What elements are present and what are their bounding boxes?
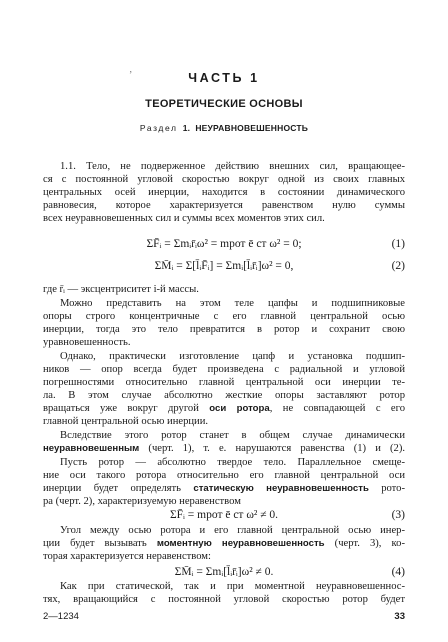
text-line: погрешностями относительно главной центральной оси инерции те-: [43, 377, 405, 388]
equation-2: [43, 259, 405, 273]
text-line: Можно представить на этом теле цапфы и подшипниковые: [60, 298, 405, 309]
equation-number: (3): [391, 509, 405, 521]
text-line: [43, 442, 405, 455]
text-line: 1.1. Тело, не подверженное действию внешних сил, вращающее-: [60, 161, 405, 172]
page-number: 33: [394, 611, 405, 622]
equation-3: [43, 508, 405, 522]
text-line: Пусть ротор — абсолютно твердое тело. Параллельное смеще-: [60, 457, 405, 468]
text-line: торая характеризуется неравенством:: [43, 551, 211, 562]
equation-number: (4): [391, 566, 405, 578]
term-bold: статическую неуравновешенность: [193, 483, 369, 494]
section-heading: [0, 123, 448, 133]
text-line: главной центральной осью инерции.: [43, 416, 209, 427]
term-bold: оси ротора: [209, 403, 270, 414]
equation-body: ΣF̄ᵢ = mрот ē ст ω² ≠ 0.: [169, 509, 279, 521]
equation-number: (2): [391, 260, 405, 272]
section-number: 1.: [182, 123, 191, 133]
text-line: равновесия, которое характеризуется равенством нулю суммы: [43, 200, 405, 211]
equation-1: [43, 237, 405, 251]
text-line: тях, вращающийся с постоянной угловой скоростью ротор будет: [43, 594, 405, 605]
text-line: [43, 402, 405, 415]
text-line: ся с постоянной угловой скоростью вокруг одной из своих главных: [43, 174, 405, 185]
text-line: всех неуравновешенных сил и суммы всех моментов этих сил.: [43, 213, 325, 224]
text-line: уравновешенность.: [43, 337, 131, 348]
text-line: Вследствие этого ротор станет в общем случае динамически: [60, 430, 405, 441]
text-line: ние оси такого ротора относительно его главной центральной оси: [43, 470, 405, 481]
printer-signature: 2—1234: [43, 611, 79, 622]
text-line: центральных осей инерции, находится в состоянии динамического: [43, 187, 405, 198]
equation-body: ΣF̄ᵢ = Σmᵢr̄ᵢω² = mрот ē ст ω² = 0;: [146, 238, 302, 250]
equation-body: ΣM̄ᵢ = Σmᵢ[l̄ᵢr̄ᵢ]ω² ≠ 0.: [174, 566, 274, 578]
text-span: (черт. 3), ко-: [324, 538, 405, 549]
stray-mark: ’: [129, 70, 133, 81]
text-span: рото-: [368, 483, 405, 494]
text-line: [43, 537, 405, 550]
equation-4: [43, 565, 405, 579]
text-line: ра (черт. 2), характеризуемую неравенством: [43, 496, 241, 507]
text-line: [43, 482, 405, 495]
text-span: , не совпадающей с его: [269, 403, 405, 414]
equation-body: ΣM̄ᵢ = Σ[l̄ᵢF̄ᵢ] = Σmᵢ[l̄ᵢr̄ᵢ]ω² = 0,: [154, 260, 294, 272]
text-line: где r̄ᵢ — эксцентриситет i-й массы.: [43, 284, 199, 295]
text-line: инерции, тогда это тело превратится в ротор и сохранит свою: [43, 324, 405, 335]
page-footer: [43, 610, 405, 623]
text-span: инерции будет определять: [43, 483, 194, 494]
text-line: ла. В этом случае абсолютно жесткие опоры заставляют ротор: [43, 390, 405, 401]
text-span: (черт. 1), т. е. нарушаются равенства (1) и (2).: [139, 443, 405, 454]
chapter-heading: ТЕОРЕТИЧЕСКИЕ ОСНОВЫ: [145, 98, 303, 110]
text-line: Как при статической, так и при моментной неуравновешеннос-: [60, 581, 405, 592]
text-line: Угол между осью ротора и его главной центральной осью инер-: [60, 525, 405, 536]
text-span: вращаться уже вокруг другой: [43, 403, 210, 414]
equation-number: (1): [391, 238, 405, 250]
section-label: Раздел: [139, 123, 178, 133]
text-line: Однако, практически изготовление цапф и установка подшип-: [60, 351, 405, 362]
text-line: ников — опор всегда будет произведена с радиальной и угловой: [43, 364, 405, 375]
text-span: ции будет вызывать: [43, 538, 157, 549]
term-bold: неуравновешенным: [43, 443, 140, 454]
part-title: ЧАСТЬ 1: [188, 71, 260, 85]
section-title: НЕУРАВНОВЕШЕННОСТЬ: [195, 123, 309, 133]
text-line: опоры строго концентричные с его главной центральной осью: [43, 311, 405, 322]
term-bold: моментную неуравновешенность: [156, 538, 325, 549]
